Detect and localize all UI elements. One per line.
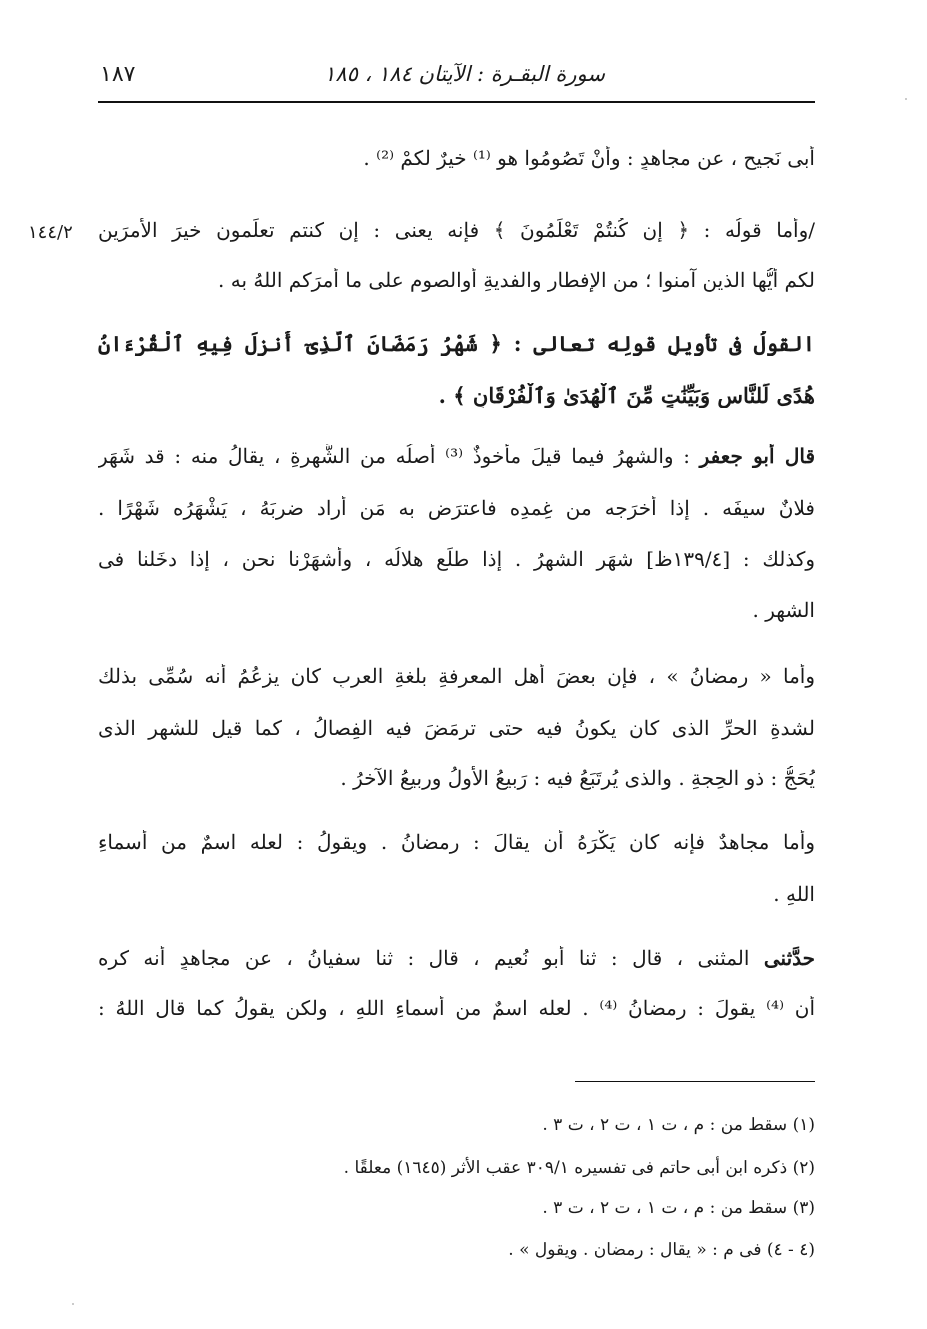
bold-lead: قال أبو جعفرٍ [699,444,815,468]
section-heading-line: هُدًى لِّلنَّاسِ وَبَيِّنَٰتٍ مِّنَ ٱلْهُدَىٰ وَٱلْفُرْقَانِ ﴾ . [438,383,815,408]
text-line: لشدةِ الحرِّ الذى كان يكونُ فيه حتى ترمَضَ فيه الفِصالُ ، كما قيل للشهرِ الذى [98,716,815,740]
footnote: (٤ - ٤) فى م : « يقال : رمضان . ويقول » . [508,1240,815,1260]
text-line: يُحَجُّ : ذو الحِجةِ . والذى يُرتَبَعُ فيه : رَبيعُ الأولُ وربيعُ الآخرُ . [340,766,815,790]
text-line: الشهرِ . [752,598,815,622]
text-line: أبى نَجيحٍ ، عن مجاهدٍ : وأنْ تَصُومُوا هو ⁽¹⁾ خيرٌ لكمْ ⁽²⁾ . [363,146,815,170]
text-line: وأما مجاهدٌ فإنه كان يَكْرَهُ أن يقالَ : رمضانُ . ويقولُ : لعله اسمٌ من أسماءِ [98,830,815,854]
text-line: وأما « رمضانُ » ، فإن بعضَ أهلِ المعرفةِ بلغةِ العربِ كان يزعُمُ أنه سُمِّى بذلك [98,664,815,688]
text-line: فلانٌ سيفَه . إذا أخرَجه من غِمدِه فاعترَض به مَن أراد ضربَهُ ، يَشْهَرُه شَهْرًا . [98,496,815,520]
text-line: حدَّثنى المثنى ، قال : ثنا أبو نُعيمٍ ، قال : ثنا سفيانُ ، عن مجاهدٍ أنه كره [98,946,815,970]
text-line: اللهِ . [773,882,815,906]
text-line: لكم أيُّها الذين آمنوا ؛ من الإفطارِ والفديةِ أوالصومِ على ما أمرَكم اللهُ به . [218,268,815,292]
bold-lead: القولُ فى تأويلِ قولِه تعالى [533,331,815,356]
scan-speck [905,98,907,100]
footnote: (٣) سقط من : م ، ت ١ ، ت ٢ ، ت ٣ . [542,1198,815,1218]
bold-lead: حدَّثنى [763,946,815,970]
text-line: قال أبو جعفرٍ : والشهرُ فيما قيلَ مأخوذٌ ⁽³⁾ أصلُه من الشُّهرةِ ، يقالُ منه : قد شَهَر [98,444,815,468]
scan-speck [72,1303,74,1305]
header-title: سورة البقـرة : الآيتان ١٨٤ ، ١٨٥ [324,62,605,86]
margin-reference: ١٤٤/٢ [28,222,73,243]
footnote: (١) سقط من : م ، ت ١ ، ت ٢ ، ت ٣ . [542,1115,815,1135]
footnote: (٢) ذكره ابن أبى حاتم فى تفسيره ٣٠٩/١ عقب الأثر (١٦٤٥) معلقًا . [343,1158,815,1178]
footnote-rule [575,1081,815,1082]
section-heading-line: القولُ فى تأويلِ قولِه تعالى : ﴿ شَهْرُ رَمَضَانَ ٱلَّذِىٓ أُنزِلَ فِيهِ ٱلْقُرْءَانُ [98,331,815,356]
page-number: ١٨٧ [100,62,136,87]
text-line: أن ⁽⁴⁾ يقولَ : رمضانُ ⁽⁴⁾ . لعله اسمٌ من أسماءِ اللهِ ، ولكن يقولُ كما قال اللهُ : [98,996,815,1020]
text-line: /وأما قولُه : ﴿ إِن كُنتُمْ تَعْلَمُونَ ﴾ فإنه يعنى : إن كنتم تعلَمون خيرَ الأمرَين [98,218,815,242]
text-line: وكذلك : [١٣٩/٤ظ] شهَر الشهرُ . إذا طلَع هلالُه ، وأشهَرْنا نحن ، إذا دخَلنا فى [98,547,815,571]
